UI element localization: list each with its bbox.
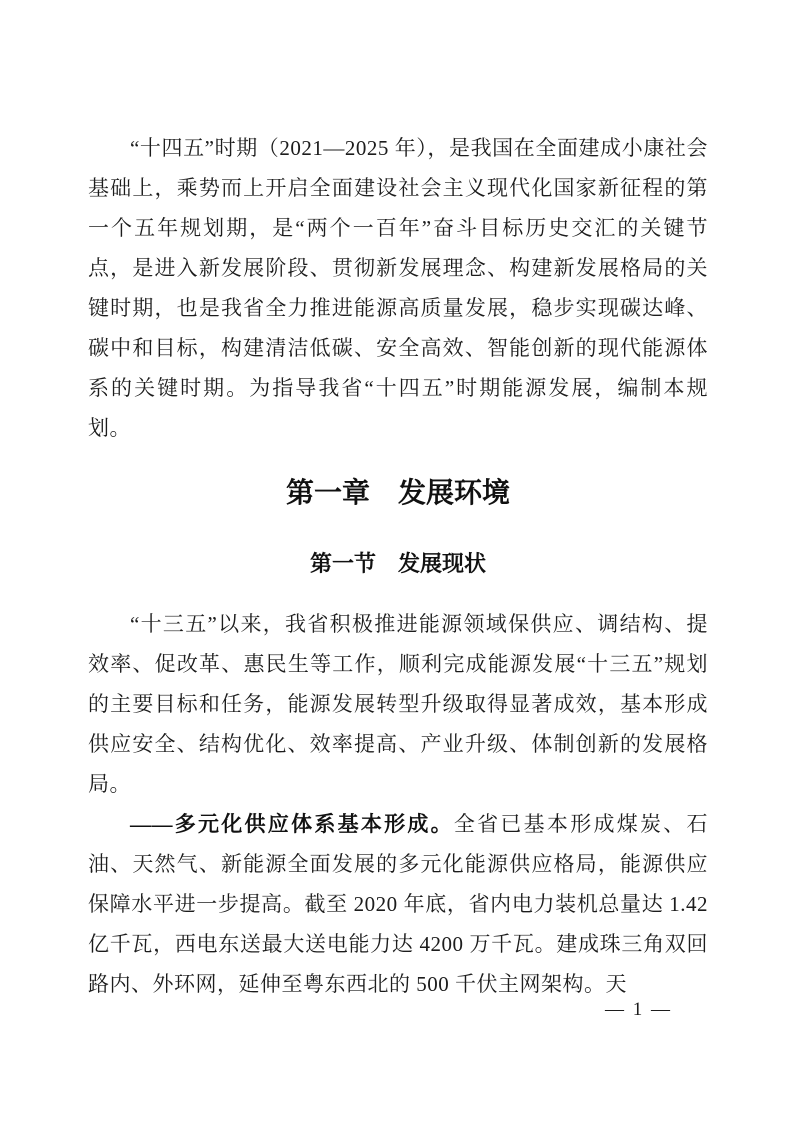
highlight-paragraph (88, 804, 708, 1004)
highlight-paragraph-lead: ——多元化供应体系基本形成。 (130, 812, 454, 836)
section-title: 第一节 发展现状 (309, 551, 486, 576)
highlight-paragraph-text: 全省已基本形成煤炭、石油、天然气、新能源全面发展的多元化能源供应格局，能源供应保障水平进一步提高。截至 2020 年底，省内电力装机总量达 1.42 亿千瓦，西电东送最大送电能力达 4200 万千瓦。建成珠三角双回路内、外环网，延伸至粤东西北的 500 千伏主网架构。天 (88, 812, 708, 996)
page-number: — 1 — (605, 999, 672, 1020)
chapter-title: 第一章 发展环境 (285, 478, 510, 509)
intro-paragraph: “十四五”时期（2021—2025 年），是我国在全面建成小康社会基础上，乘势而上开启全面建设社会主义现代化国家新征程的第一个五年规划期，是“两个一百年”奋斗目标历史交汇的关键节点，是进入新发展阶段、贯彻新发展理念、构建新发展格局的关键时期，也是我省全力推进能源高质量发展，稳步实现碳达峰、碳中和目标，构建清洁低碳、安全高效、智能创新的现代能源体系的关键时期。为指导我省“十四五”时期能源发展，编制本规划。 (88, 136, 708, 440)
page-content (88, 128, 708, 1004)
status-paragraph: “十三五”以来，我省积极推进能源领域保供应、调结构、提效率、促改革、惠民生等工作，顺利完成能源发展“十三五”规划的主要目标和任务，能源发展转型升级取得显著成效，基本形成供应安全、结构优化、效率提高、产业升级、体制创新的发展格局。 (88, 612, 708, 796)
